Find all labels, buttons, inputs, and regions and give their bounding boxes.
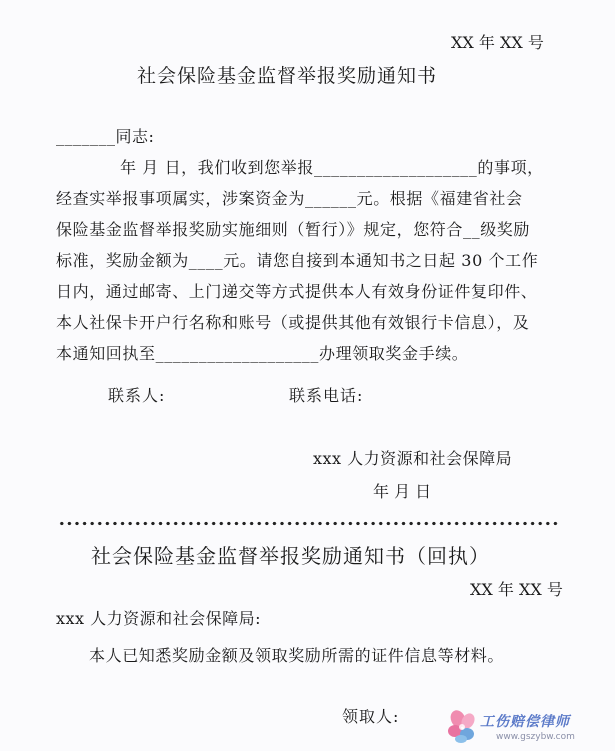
body-line: 保险基金监督举报奖励实施细则（暂行）》规定，您符合__级奖励 [56, 220, 531, 239]
issuer-name: xxx 人力资源和社会保障局 [313, 449, 513, 468]
dotted-separator [58, 521, 558, 526]
body-line: 标准，奖励金额为____元。请您自接到本通知书之日起 30 个工作 [56, 251, 539, 270]
receipt-addressee: xxx 人力资源和社会保障局: [56, 609, 262, 628]
watermark-text: 工伤赔偿律师 [480, 714, 570, 730]
receipt-title: 社会保险基金监督举报奖励通知书（回执） [91, 544, 490, 568]
body-line: 本通知回执至___________________办理领取奖金手续。 [56, 344, 469, 363]
notice-body [56, 152, 556, 369]
body-line: 经查实举报事项属实，涉案资金为______元。根据《福建省社会 [56, 189, 523, 208]
watermark [446, 707, 606, 747]
receipt-number: XX 年 XX 号 [470, 580, 563, 599]
salutation: _______同志: [56, 127, 155, 146]
body-line: 本人社保卡开户行名称和账号（或提供其他有效银行卡信息），及 [56, 313, 530, 332]
issue-date: 年 月 日 [373, 482, 432, 501]
recipient-label: 领取人: [342, 707, 400, 726]
contact-phone-label: 联系电话: [289, 386, 364, 405]
watermark-url: www.gszybw.com [496, 732, 575, 742]
flower-logo-icon [446, 709, 480, 745]
body-line: 年 月 日，我们收到您举报___________________的事项， [120, 158, 544, 177]
document-number: XX 年 XX 号 [451, 33, 544, 52]
contact-person-label: 联系人: [108, 386, 166, 405]
body-line: 日内，通过邮寄、上门递交等方式提供本人有效身份证件复印件、 [56, 282, 538, 301]
notice-title: 社会保险基金监督举报奖励通知书 [137, 65, 438, 87]
receipt-statement: 本人已知悉奖励金额及领取奖励所需的证件信息等材料。 [89, 646, 505, 665]
